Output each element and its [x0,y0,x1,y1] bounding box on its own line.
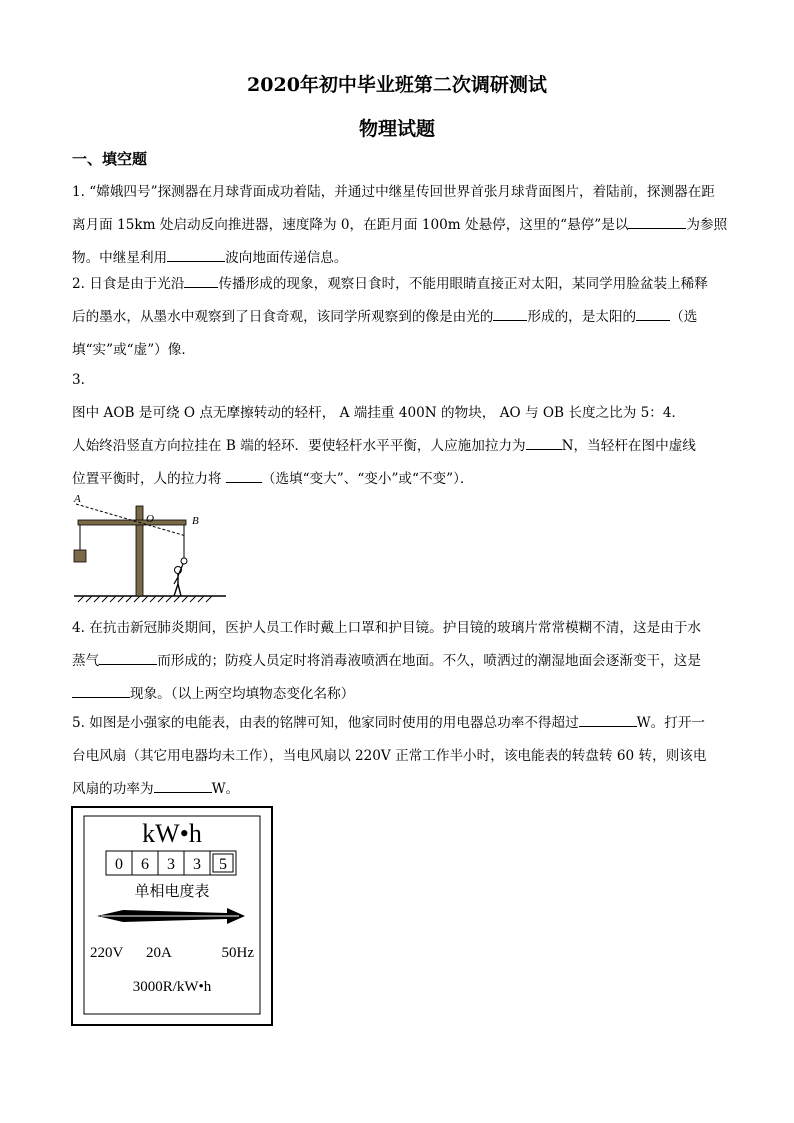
page-subtitle: 物理试题 [358,118,435,140]
answer-blank[interactable] [636,306,670,321]
page-title: 2020年初中毕业班第二次调研测试 [247,74,547,96]
meter-digit: 0 [115,856,123,873]
answer-blank[interactable] [167,247,225,262]
meter-name: 单相电度表 [134,884,210,900]
q1-line-3: 物。中继星利用 波向地面传递信息。 [72,242,722,275]
answer-blank[interactable] [493,306,527,321]
meter-voltage: 220V [90,945,124,961]
q1-line-2: 离月面 15km 处启动反向推进器，速度降为 0，在距月面 100m 处悬停，这里的“悬停”是以 为参照 [72,209,722,242]
lever-figure [70,492,230,610]
q4-line-3: 现象。（以上两空均填物态变化名称） [72,678,722,711]
answer-blank[interactable] [628,214,686,229]
meter-unit: kW•h [142,819,202,848]
question-1 [72,176,728,275]
label-o: O [146,513,154,525]
meter-digit: 3 [167,856,175,873]
meter-digit: 5 [219,856,227,873]
meter-digit: 3 [193,856,201,873]
meter-digit: 6 [141,856,149,873]
answer-blank[interactable] [184,273,218,288]
q3-line-3: 位置平衡时，人的拉力将 （选填“变大”、“变小”或“不变”）． [72,463,722,496]
answer-blank[interactable] [579,712,637,727]
q4-line-1: 4. 在抗击新冠肺炎期间，医护人员工作时戴上口罩和护目镜。护目镜的玻璃片常常模糊不清，这是由于水 [72,620,702,636]
meter-constant: 3000R/kW•h [132,979,212,995]
answer-blank[interactable] [72,683,130,698]
q5-line-3: 风扇的功率为 W。 [72,773,722,806]
label-b: B [192,515,199,527]
q2-line-2: 后的墨水，从墨水中观察到了日食奇观，该同学所观察到的像是由光的 形成的，是太阳的 （选 [72,301,722,334]
question-5 [72,707,722,806]
answer-blank[interactable] [226,468,262,483]
q5-line-2: 台电风扇（其它用电器均未工作），当电风扇以 220V 正常工作半小时，该电能表的转盘转 60 转，则该电 [72,748,707,764]
q1-line-1: 1. “嫦娥四号”探测器在月球背面成功着陆，并通过中继星传回世界首张月球背面图片，着陆前，探测器在距 [72,184,715,200]
electric-meter [71,806,273,1026]
label-a: A [74,493,81,505]
q2-line-3: 填“实”或“虚”）像． [72,342,195,358]
meter-current: 20A [146,945,172,961]
q3-line-2: 人始终沿竖直方向拉挂在 B 端的轻环．要使轻杆水平平衡，人应施加拉力为 N，当轻杆在图中虚线 [72,430,722,463]
q5-line-1: 5. 如图是小强家的电能表，由表的铭牌可知，他家同时使用的用电器总功率不得超过 W。打开一 [72,707,722,740]
question-4 [72,612,722,711]
answer-blank[interactable] [526,435,562,450]
question-3 [72,364,722,496]
question-2 [72,268,722,367]
section-heading: 一、填空题 [72,150,148,168]
answer-blank[interactable] [154,778,212,793]
answer-blank[interactable] [99,650,157,665]
q2-line-1: 2. 日食是由于光沿 传播形成的现象，观察日食时，不能用眼睛直接正对太阳，某同学用脸盆装上稀释 [72,268,722,301]
q3-line-1: 图中 AOB 是可绕 O 点无摩擦转动的轻杆， A 端挂重 400N 的物块， AO 与 OB 长度之比为 5：4． [72,405,686,421]
q4-line-2: 蒸气 而形成的；防疫人员定时将消毒液喷洒在地面。不久，喷洒过的潮湿地面会逐渐变干，这是 [72,645,722,678]
q3-number: 3. [72,372,85,388]
meter-frequency: 50Hz [221,945,254,961]
